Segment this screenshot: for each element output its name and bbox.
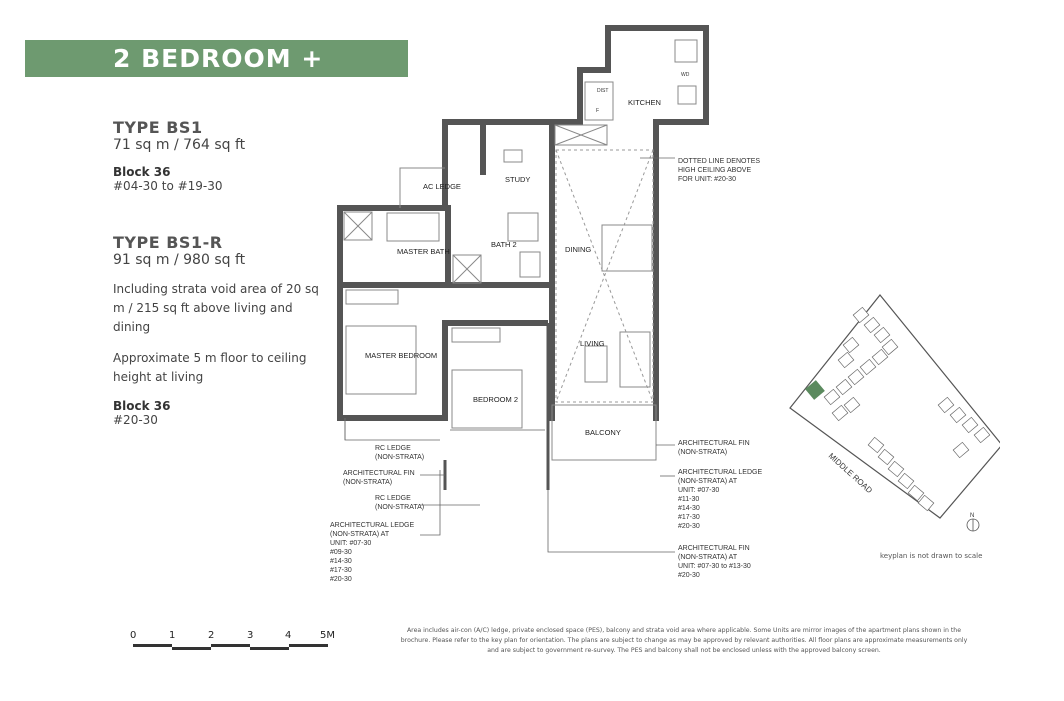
note-rc-ledge [375,445,424,461]
unit-range: #04-30 to #19-30 [113,179,223,193]
strata-note: Including strata void area of 20 sq m / 215 sq ft above living and dining [113,282,319,334]
room-dist: DIST [597,88,609,94]
annotation-line: HIGH CEILING ABOVE [678,167,752,174]
scale-label: 4 [285,630,292,641]
north-label: N [970,513,975,519]
annotation-line: ARCHITECTURAL FIN [678,545,750,552]
room-f: F [596,108,600,114]
room-dining: DINING [565,245,592,254]
annotation-line: (NON-STRATA) [343,479,393,486]
annotation-line: (NON-STRATA) AT [678,478,738,485]
annotation-line: (NON-STRATA) AT [330,531,390,538]
scale-label: 2 [208,630,215,641]
scale-label: 1 [169,630,176,641]
block-label: Block 36 [113,399,171,413]
annotation-line: (NON-STRATA) [375,504,425,511]
room-study: STUDY [505,175,531,184]
scale-bar [133,644,328,650]
block-label: Block 36 [113,165,171,179]
annotation-line: DOTTED LINE DENOTES [678,158,761,165]
annotation-line: #20-30 [678,572,700,579]
note-arch-fin-bottom [678,545,751,579]
annotation-line: (NON-STRATA) AT [678,554,738,561]
annotation-line: FOR UNIT: #20-30 [678,176,736,183]
note-arch-fin-left [343,470,415,486]
room-bedroom2: BEDROOM 2 [473,395,519,404]
annotation-line: ARCHITECTURAL FIN [678,440,750,447]
note-arch-ledge-left [330,522,414,583]
room-living: LIVING [580,339,605,348]
type-area: 71 sq m / 764 sq ft [113,137,246,153]
note-dotted-line [678,158,760,183]
annotation-line: UNIT: #07-30 [678,487,720,494]
scale-label: 3 [247,630,254,641]
annotation-line: RC LEDGE [375,445,411,452]
ceiling-note: Approximate 5 m floor to ceiling height at living [113,351,307,384]
room-master-bath: MASTER BATH [397,247,450,256]
disclaimer: Area includes air-con (A/C) ledge, private enclosed space (PES), balcony and strata void area where applicable. Some Units are mirror images of the apartment plans shown in the brochure. Please refer to the key plan for orientation. The plans are subject to change as may be approved by relevant authorities. All floor plans are approximate measurements only and are subject to government re-survey. The PES and balcony shall not be enclosed unless with the approved balcony screen. [400,627,968,654]
annotation-line: #14-30 [678,505,700,512]
annotation-line: ARCHITECTURAL FIN [343,470,415,477]
room-kitchen: KITCHEN [628,98,661,107]
page-title: 2 BEDROOM + STUDY [113,44,324,110]
type-area: 91 sq m / 980 sq ft [113,252,246,268]
road-label: MIDDLE ROAD [826,451,874,496]
room-master-bedroom: MASTER BEDROOM [365,351,438,360]
room-ac-ledge: AC LEDGE [423,182,461,191]
annotation-line: #17-30 [330,567,352,574]
annotation-line: #11-30 [678,496,700,503]
annotation-line: #09-30 [330,549,352,556]
keyplan-note: keyplan is not drawn to scale [880,552,983,560]
annotation-line: (NON-STRATA) [678,449,728,456]
room-bath2: BATH 2 [491,240,517,249]
annotation-line: (NON-STRATA) [375,454,425,461]
unit-range: #20-30 [113,413,158,427]
keyplan [780,290,1000,550]
type-name: TYPE BS1-R [113,233,223,252]
type-name: TYPE BS1 [113,118,203,137]
room-wd: WD [681,72,690,78]
annotation-line: #14-30 [330,558,352,565]
note-rc-ledge-2 [375,495,424,511]
scale-label: 5M [320,630,335,641]
note-arch-ledge-right [678,469,762,530]
room-balcony: BALCONY [585,428,621,437]
annotation-line: UNIT: #07-30 [330,540,372,547]
annotation-line: ARCHITECTURAL LEDGE [330,522,415,529]
annotation-line: RC LEDGE [375,495,411,502]
annotation-line: #17-30 [678,514,700,521]
annotation-line: #20-30 [330,576,352,583]
scale-label: 0 [130,630,137,641]
annotation-line: UNIT: #07-30 to #13-30 [678,563,751,570]
highlight-unit [805,380,825,400]
note-arch-fin-right [678,440,750,456]
annotation-line: ARCHITECTURAL LEDGE [678,469,763,476]
annotation-line: #20-30 [678,523,700,530]
